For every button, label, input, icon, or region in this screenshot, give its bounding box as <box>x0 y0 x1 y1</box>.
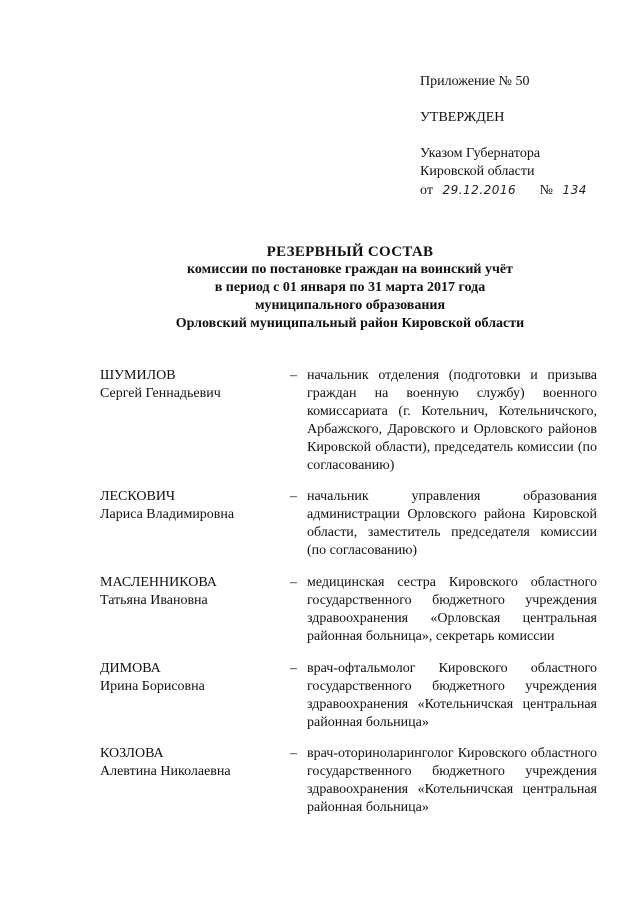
decree-line-1: Указом Губернатора <box>420 146 541 161</box>
member-entry <box>100 745 600 825</box>
member-dash: – <box>290 368 297 383</box>
member-name <box>100 488 280 524</box>
decree-number: 134 <box>562 183 587 197</box>
title-line-1: РЕЗЕРВНЫЙ СОСТАВ <box>266 244 434 260</box>
approval-block <box>420 73 620 200</box>
member-given-name: Ирина Борисовна <box>100 679 205 694</box>
member-surname: ЛЕСКОВИЧ <box>100 489 176 504</box>
member-description: начальник управления образования администрации Орловского района Кировской области, заместитель председателя комиссии (по согласованию) <box>307 489 597 558</box>
title-line-3: в период с 01 января по 31 марта 2017 года <box>214 280 486 295</box>
member-surname: ДИМОВА <box>100 661 161 676</box>
appendix-number: Приложение № 50 <box>420 74 530 89</box>
member-entry <box>100 488 600 574</box>
members-list <box>100 367 600 825</box>
member-surname: ШУМИЛОВ <box>100 368 176 383</box>
member-name <box>100 574 280 610</box>
date-prefix: от <box>420 183 433 198</box>
number-prefix: № <box>539 183 554 198</box>
member-name <box>100 660 280 696</box>
member-dash: – <box>290 489 297 504</box>
decree-line-2: Кировской области <box>420 164 535 179</box>
member-entry <box>100 367 600 488</box>
member-description: медицинская сестра Кировского областного государственного бюджетного учреждения здравоохранения «Орловская центральная районная больница», секретарь комиссии <box>307 575 597 644</box>
decree-date-line <box>420 181 620 200</box>
document-title <box>60 243 640 333</box>
member-surname: МАСЛЕННИКОВА <box>100 575 217 590</box>
member-description: врач-оториноларинголог Кировского областного государственного бюджетного учреждения здравоохранения «Котельничская центральная районная больница» <box>307 746 597 815</box>
title-line-2: комиссии по постановке граждан на воинский учёт <box>187 262 513 277</box>
member-name <box>100 367 280 403</box>
title-line-5: Орловский муниципальный район Кировской области <box>175 316 525 331</box>
member-description: начальник отделения (подготовки и призыва граждан на военную службу) военного комиссариата (г. Котельнич, Котельничского, Арбажского, Даровского и Орловского районов Кировской области), председатель комиссии (по согласованию) <box>307 368 597 473</box>
decree-date: 29.12.2016 <box>442 183 517 197</box>
title-line-4: муниципального образования <box>254 298 446 313</box>
member-entry <box>100 660 600 745</box>
member-dash: – <box>290 575 297 590</box>
member-entry <box>100 574 600 660</box>
member-dash: – <box>290 746 297 761</box>
member-dash: – <box>290 661 297 676</box>
member-given-name: Алевтина Николаевна <box>100 764 231 779</box>
member-name <box>100 745 280 781</box>
member-description: врач-офтальмолог Кировского областного государственного бюджетного учреждения здравоохранения «Котельничская центральная районная больница» <box>307 661 597 730</box>
approved-label: УТВЕРЖДЕН <box>420 110 505 125</box>
member-surname: КОЗЛОВА <box>100 746 164 761</box>
member-given-name: Лариса Владимировна <box>100 507 235 522</box>
member-given-name: Сергей Геннадьевич <box>100 386 221 401</box>
member-given-name: Татьяна Ивановна <box>100 593 208 608</box>
